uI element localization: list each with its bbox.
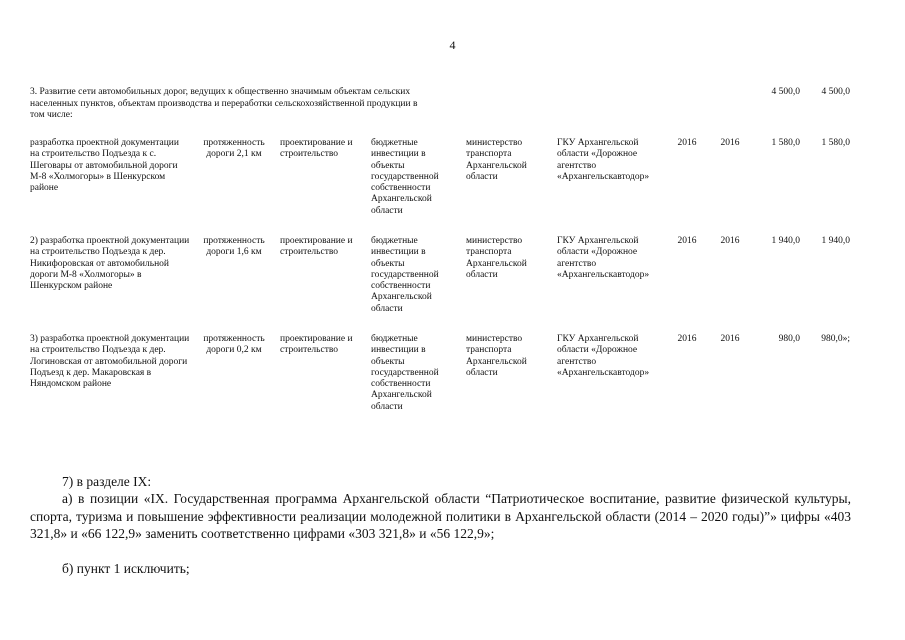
row-source: бюджетные инвестиции в объекты государственной собственности Архангельской области (371, 236, 439, 314)
row-executor: ГКУ Архангельской области «Дорожное агентство «Архангельскавтодор» (557, 334, 650, 378)
row-ministry: министерство транспорта Архангельской области (466, 334, 527, 378)
paragraph-item-b: б) пункт 1 исключить; (62, 561, 190, 576)
row-year-end: 2016 (720, 334, 740, 344)
row-source: бюджетные инвестиции в объекты государственной собственности Архангельской области (371, 138, 439, 216)
paragraph-item-a: а) в позиции «IX. Государственная программа Архангельской области “Патриотическое воспитание, развитие физической культуры, спорта, туризма и повышение эффективности реализации молодежной политики в Архангельской области (2014 – 2020 годы)”» цифры «403 321,8» и «66 122,9» заменить соответственно цифрами «303 321,8» и «56 122,9»; (30, 491, 851, 541)
page-number: 4 (449, 38, 456, 52)
row-length: протяженность дороги 0,2 км (203, 334, 265, 356)
row-value-2: 1 580,0 (821, 138, 850, 148)
row-value-1: 1 580,0 (771, 138, 800, 148)
row-ministry: министерство транспорта Архангельской области (466, 236, 527, 280)
row-value-1: 980,0 (778, 334, 800, 344)
row-value-2: 1 940,0 (821, 236, 850, 246)
row-source: бюджетные инвестиции в объекты государственной собственности Архангельской области (371, 334, 439, 412)
row-name: разработка проектной документации на строительство Подъезда к с. Шеговары от автомобильной дороги М-8 «Холмогоры» в Шенкурском районе (30, 138, 179, 194)
row-kind: проектирование и строительство (280, 334, 353, 356)
row-executor: ГКУ Архангельской области «Дорожное агентство «Архангельскавтодор» (557, 138, 650, 182)
row-value-1: 1 940,0 (771, 236, 800, 246)
row-kind: проектирование и строительство (280, 138, 353, 160)
row-executor: ГКУ Архангельской области «Дорожное агентство «Архангельскавтодор» (557, 236, 650, 280)
row-ministry: министерство транспорта Архангельской области (466, 138, 527, 182)
row-length: протяженность дороги 2,1 км (203, 138, 265, 160)
row-length: протяженность дороги 1,6 км (203, 236, 265, 258)
paragraph-section-ix: 7) в разделе IX: (62, 474, 152, 489)
row-name: 3) разработка проектной документации на строительство Подъезда к дер. Логиновская от автомобильной дороги Подъезд к дер. Макаровская в Няндомском районе (30, 334, 190, 390)
row-kind: проектирование и строительство (280, 236, 353, 258)
section-intro-value-2: 4 500,0 (821, 87, 850, 97)
row-year-start: 2016 (677, 236, 697, 246)
section-intro-text: 3. Развитие сети автомобильных дорог, ведущих к общественно значимым объектам сельских населенных пунктов, объектам производства и переработки сельскохозяйственной продукции в том числе: (30, 87, 418, 120)
row-value-2: 980,0»; (821, 334, 850, 344)
row-name: 2) разработка проектной документации на строительство Подъезда к дер. Никифоровская от автомобильной дороги М-8 «Холмогоры» в Шенкурском районе (30, 236, 190, 292)
row-year-start: 2016 (677, 334, 697, 344)
row-year-start: 2016 (677, 138, 697, 148)
row-year-end: 2016 (720, 138, 740, 148)
section-intro-value-1: 4 500,0 (771, 87, 800, 97)
row-year-end: 2016 (720, 236, 740, 246)
